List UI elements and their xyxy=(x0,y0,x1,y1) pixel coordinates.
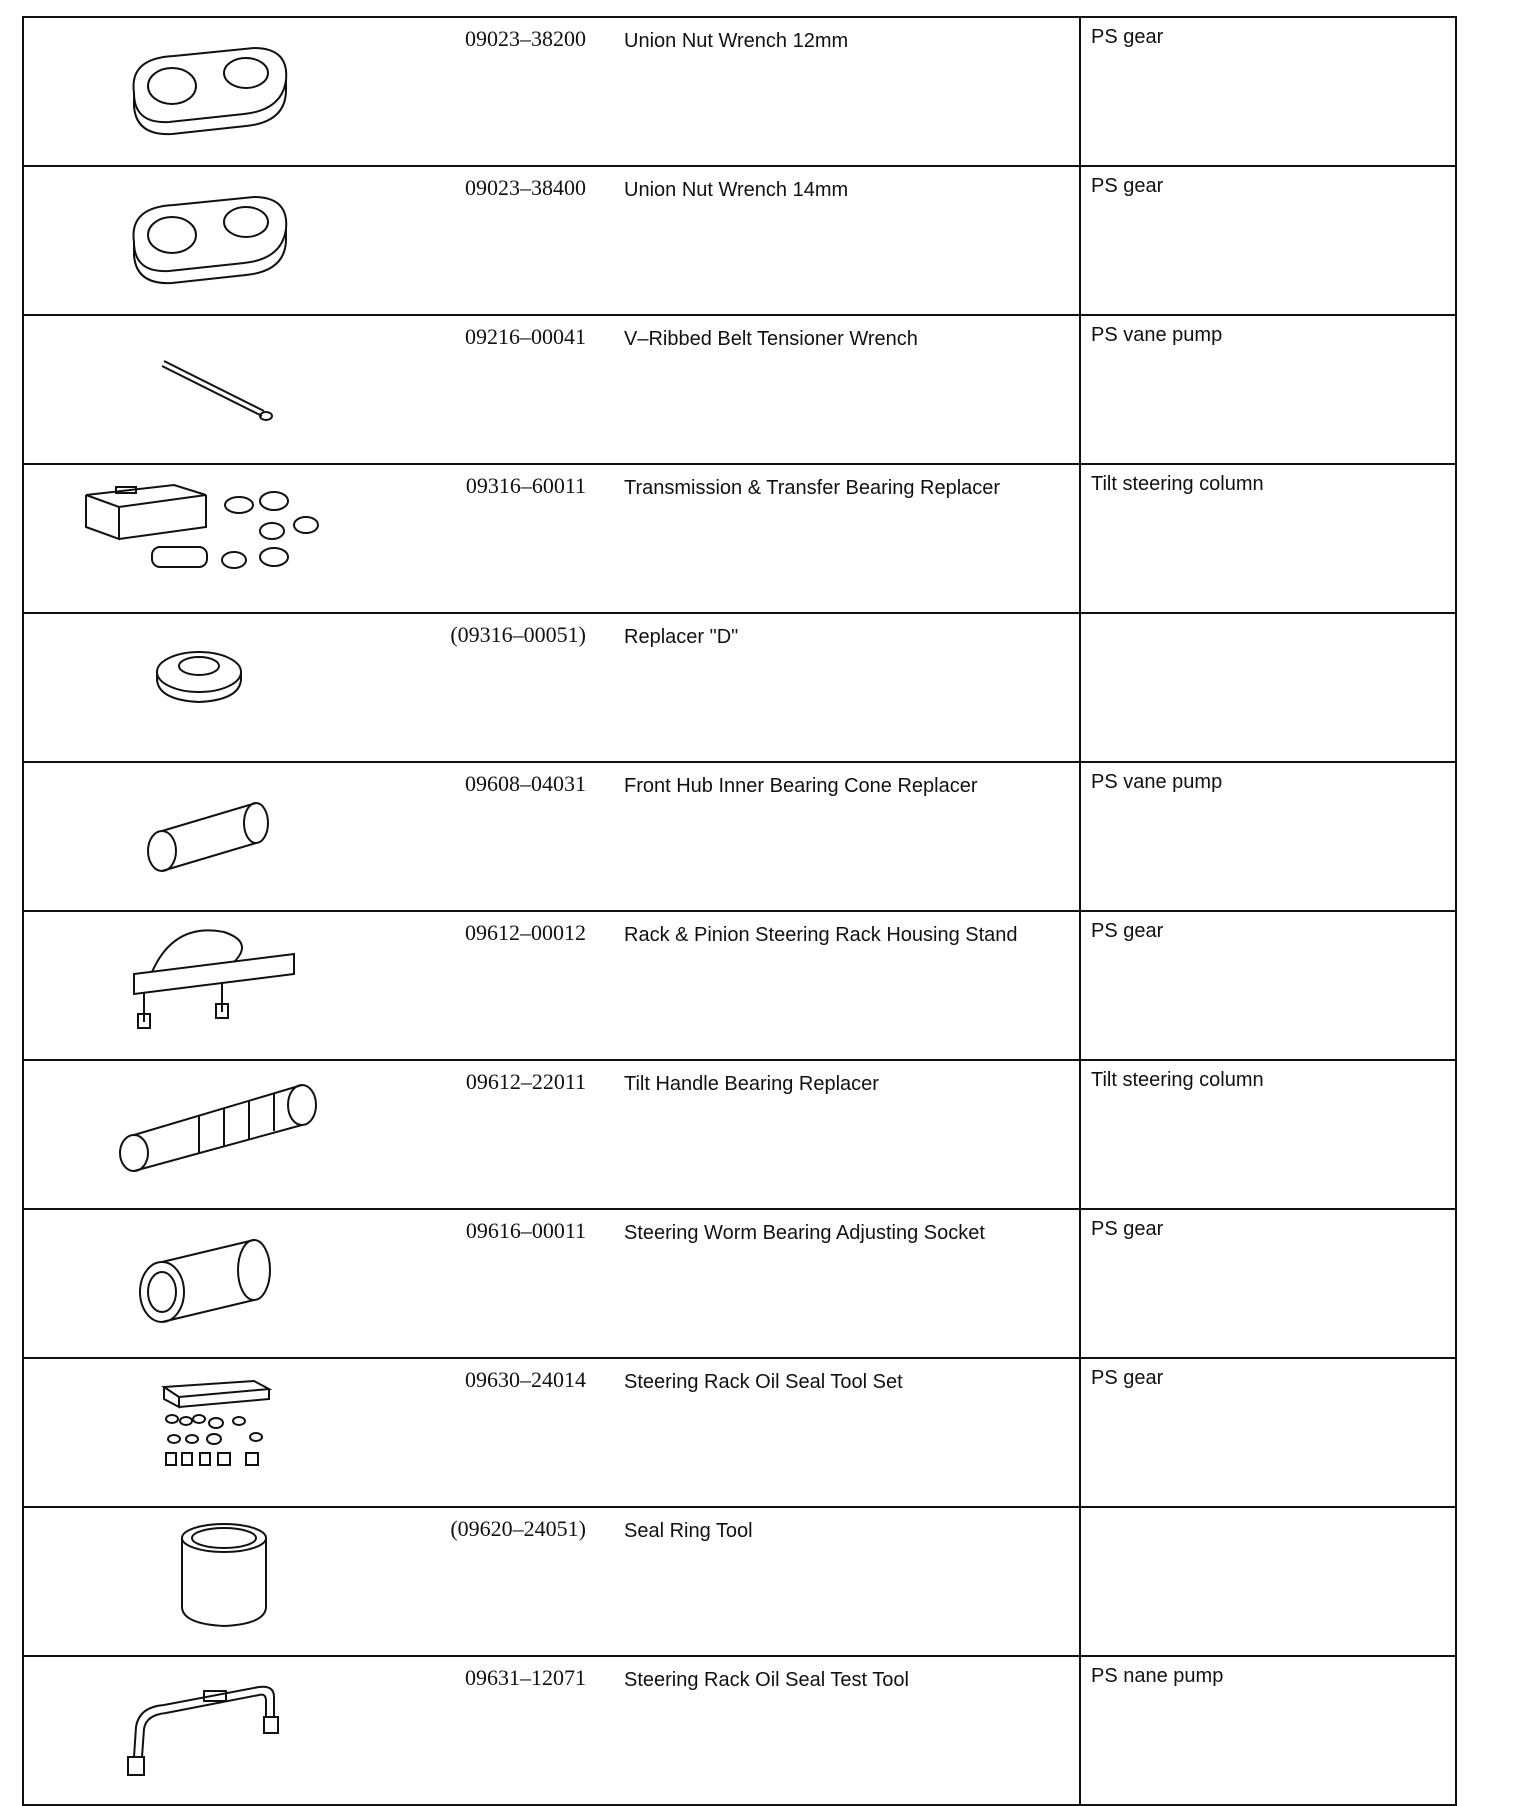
table-row xyxy=(23,1507,1456,1656)
socket-icon xyxy=(24,1210,434,1349)
seal-ring-tool-icon xyxy=(24,1508,434,1647)
tool-description: Union Nut Wrench 14mm xyxy=(594,166,1080,315)
table-row xyxy=(23,464,1456,613)
table-row xyxy=(23,1358,1456,1507)
table-row xyxy=(23,762,1456,911)
tool-description: Steering Worm Bearing Adjusting Socket xyxy=(594,1209,1080,1358)
tool-description: Rack & Pinion Steering Rack Housing Stand xyxy=(594,911,1080,1060)
table-row xyxy=(23,315,1456,464)
table-row xyxy=(23,911,1456,1060)
tool-illustration xyxy=(23,1358,434,1507)
tool-illustration xyxy=(23,911,434,1060)
tool-illustration xyxy=(23,613,434,762)
tool-illustration xyxy=(23,762,434,911)
seal-tool-set-icon xyxy=(24,1359,434,1498)
tool-description: V–Ribbed Belt Tensioner Wrench xyxy=(594,315,1080,464)
part-number: 09316–60011 xyxy=(434,464,594,613)
cone-replacer-icon xyxy=(24,763,434,902)
tool-illustration xyxy=(23,464,434,613)
table-row xyxy=(23,166,1456,315)
tensioner-wrench-icon xyxy=(24,316,434,455)
table-row xyxy=(23,1060,1456,1209)
part-number: (09316–00051) xyxy=(434,613,594,762)
replacer-disc-icon xyxy=(24,614,434,753)
tools-table xyxy=(22,16,1457,1806)
part-number: 09608–04031 xyxy=(434,762,594,911)
part-number: 09023–38400 xyxy=(434,166,594,315)
tool-description: Front Hub Inner Bearing Cone Replacer xyxy=(594,762,1080,911)
tool-use: PS gear xyxy=(1080,17,1456,166)
handle-bearing-replacer-icon xyxy=(24,1061,434,1200)
part-number: 09216–00041 xyxy=(434,315,594,464)
tool-description: Replacer "D" xyxy=(594,613,1080,762)
table-row xyxy=(23,1656,1456,1805)
tool-illustration xyxy=(23,166,434,315)
tool-use xyxy=(1080,1507,1456,1656)
tool-use: Tilt steering column xyxy=(1080,464,1456,613)
tool-description: Transmission & Transfer Bearing Replacer xyxy=(594,464,1080,613)
table-row xyxy=(23,1209,1456,1358)
tool-use: PS nane pump xyxy=(1080,1656,1456,1805)
table-row xyxy=(23,613,1456,762)
tool-use: Tilt steering column xyxy=(1080,1060,1456,1209)
part-number: 09612–00012 xyxy=(434,911,594,1060)
tool-description: Union Nut Wrench 12mm xyxy=(594,17,1080,166)
union-nut-wrench-icon xyxy=(24,167,434,306)
tool-illustration xyxy=(23,1209,434,1358)
part-number: (09620–24051) xyxy=(434,1507,594,1656)
tool-illustration xyxy=(23,17,434,166)
tool-use: PS gear xyxy=(1080,1358,1456,1507)
tool-use: PS gear xyxy=(1080,1209,1456,1358)
part-number: 09612–22011 xyxy=(434,1060,594,1209)
union-nut-wrench-icon xyxy=(24,18,434,157)
tool-use xyxy=(1080,613,1456,762)
part-number: 09616–00011 xyxy=(434,1209,594,1358)
tool-illustration xyxy=(23,1656,434,1805)
tool-illustration xyxy=(23,1507,434,1656)
tool-description: Steering Rack Oil Seal Tool Set xyxy=(594,1358,1080,1507)
housing-stand-icon xyxy=(24,912,434,1051)
table-row xyxy=(23,17,1456,166)
part-number: 09630–24014 xyxy=(434,1358,594,1507)
part-number: 09023–38200 xyxy=(434,17,594,166)
special-tools-table xyxy=(22,16,1457,1707)
tool-use: PS vane pump xyxy=(1080,315,1456,464)
tool-use: PS gear xyxy=(1080,911,1456,1060)
tool-description: Seal Ring Tool xyxy=(594,1507,1080,1656)
tool-description: Tilt Handle Bearing Replacer xyxy=(594,1060,1080,1209)
tool-illustration xyxy=(23,315,434,464)
tool-use: PS vane pump xyxy=(1080,762,1456,911)
part-number: 09631–12071 xyxy=(434,1656,594,1805)
tool-illustration xyxy=(23,1060,434,1209)
bearing-replacer-kit-icon xyxy=(24,465,434,604)
tool-use: PS gear xyxy=(1080,166,1456,315)
seal-test-tool-icon xyxy=(24,1657,434,1796)
tool-description: Steering Rack Oil Seal Test Tool xyxy=(594,1656,1080,1805)
